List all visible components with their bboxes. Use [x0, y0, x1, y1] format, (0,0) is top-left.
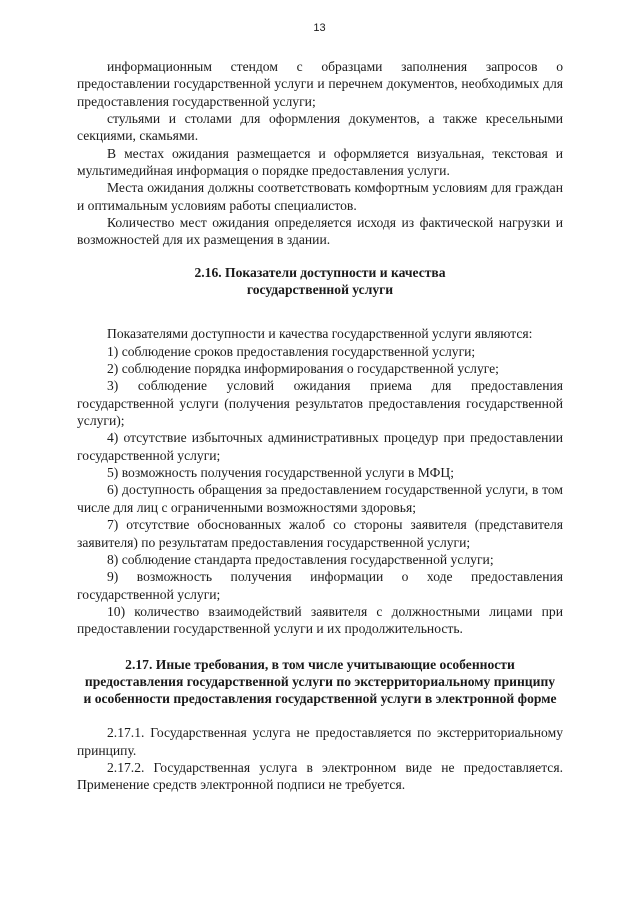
section-216-list-item: 9) возможность получения информации о ходе предоставления государственной услуги; [77, 569, 563, 602]
page-content [77, 58, 563, 794]
section-216-list-item: 7) отсутствие обоснованных жалоб со стороны заявителя (представителя заявителя) по результатам предоставления государственной услуги; [77, 517, 563, 550]
section-216-paragraph: Показателями доступности и качества государственной услуги являются: [107, 326, 533, 342]
intro-paragraph: информационным стендом с образцами заполнения запросов о предоставлении государственной услуги и перечнем документов, необходимых для предоставления государственной услуги; [77, 59, 563, 109]
intro-paragraph: Количество мест ожидания определяется исходя из фактической нагрузки и возможностей для их размещения в здании. [77, 215, 563, 248]
section-216-list-item: 8) соблюдение стандарта предоставления государственной услуги; [107, 551, 494, 567]
section-216-list-item: 10) количество взаимодействий заявителя с должностными лицами при предоставлении государственной услуги и их продолжительность. [77, 603, 563, 637]
section-217-paragraph: 2.17.2. Государственная услуга в электронном виде не предоставляется. Применение средств электронной подписи не требуется. [77, 760, 563, 793]
section-216-heading-line1: 2.16. Показатели доступности и качества [194, 264, 446, 280]
section-217-heading: 2.17. Иные требования, в том числе учитывающие особенности предоставления государственной услуги по экстерриториальному принципу и особенности предоставления государственной услуги в электронной форме [83, 656, 557, 707]
section-216-heading-line2: государственной услуги [246, 282, 394, 298]
section-217-paragraph: 2.17.1. Государственная услуга не предоставляется по экстерриториальному принципу. [77, 725, 563, 758]
section-216-list-item: 5) возможность получения государственной услуги в МФЦ; [107, 465, 454, 481]
intro-paragraph: Места ожидания должны соответствовать комфортным условиям для граждан и оптимальным условиям работы специалистов. [77, 180, 563, 213]
page-number: 13 [313, 22, 326, 34]
intro-paragraph: В местах ожидания размещается и оформляется визуальная, текстовая и мультимедийная информация о порядке предоставления услуги. [77, 145, 563, 179]
section-216-list-item: 6) доступность обращения за предоставлением государственной услуги, в том числе для лиц с ограниченными возможностями здоровья; [77, 482, 563, 515]
section-216-list-item: 1) соблюдение сроков предоставления государственной услуги; [107, 343, 476, 359]
section-216-list-item: 2) соблюдение порядка информирования о государственной услуге; [107, 361, 499, 377]
section-216-list-item: 4) отсутствие избыточных административных процедур при предоставлении государственной услуги; [77, 430, 563, 463]
section-216-heading [77, 264, 563, 299]
intro-paragraph: стульями и столами для оформления документов, а также кресельными секциями, скамьями. [77, 111, 563, 144]
section-216-list-item: 3) соблюдение условий ожидания приема для предоставления государственной услуги (получения результатов предоставления государственной услуги); [77, 378, 563, 429]
